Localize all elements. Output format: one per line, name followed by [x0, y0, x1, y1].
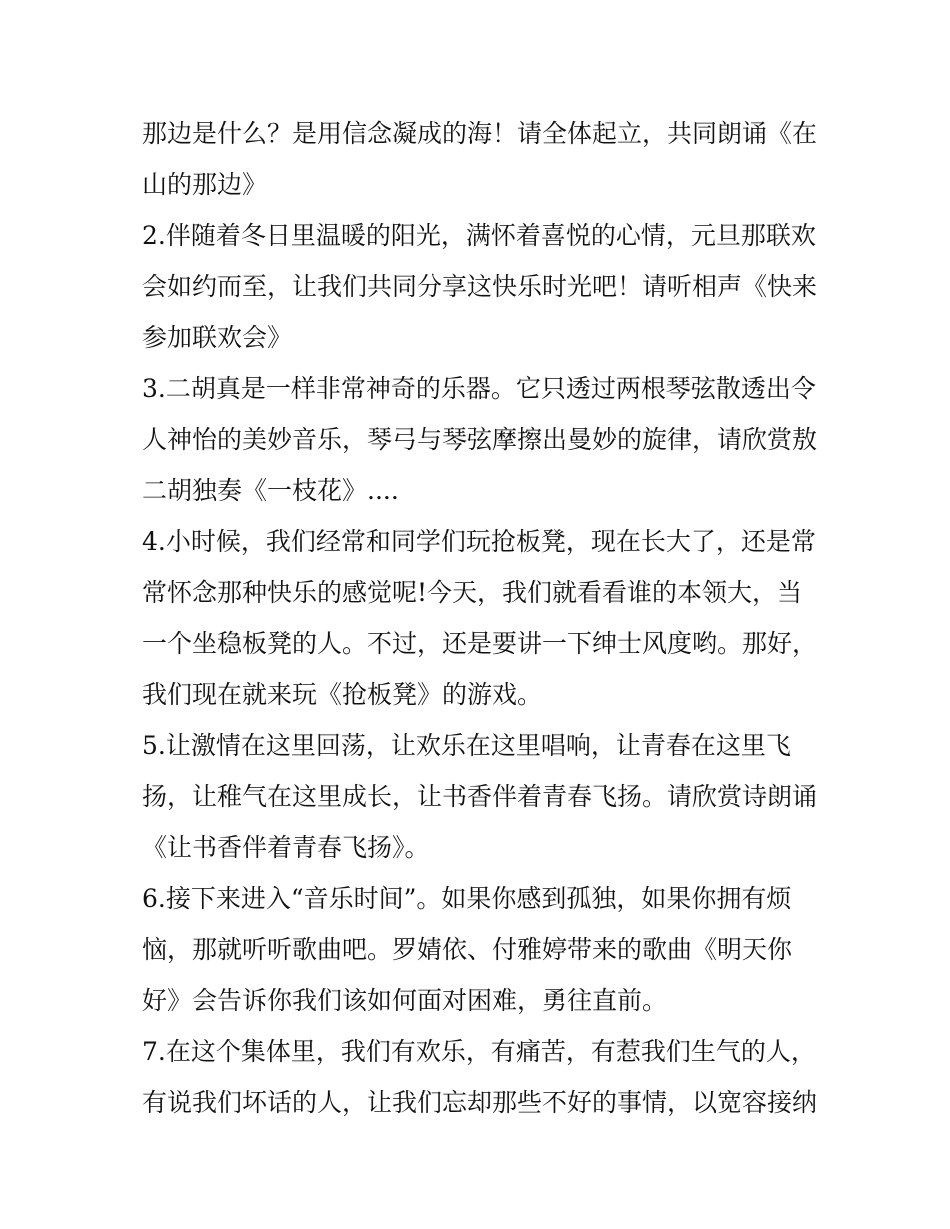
text-line: 4.小时候，我们经常和同学们玩抢板凳，现在长大了，还是常 [142, 527, 816, 556]
text-line: 扬，让稚气在这里成长，让书香伴着青春飞扬。请欣赏诗朗诵 [142, 782, 818, 811]
text-line: 常怀念那种快乐的感觉呢!今天，我们就看看谁的本领大，当 [142, 578, 803, 607]
text-line: 那边是什么？是用信念凝成的海！请全体起立，共同朗诵《在 [142, 119, 818, 148]
text-line: 山的那边》 [142, 170, 268, 199]
text-line: 好》会告诉你我们该如何面对困难，勇往直前。 [142, 986, 668, 1015]
text-line: 参加联欢会》 [142, 323, 293, 352]
text-line: 二胡独奏《一枝花》.... [142, 476, 399, 505]
document-body [142, 108, 818, 1128]
text-line: 《让书香伴着青春飞扬》。 [142, 833, 430, 862]
text-line: 5.让激情在这里回荡，让欢乐在这里唱响，让青春在这里飞 [142, 731, 791, 760]
text-line: 人神怡的美妙音乐，琴弓与琴弦摩擦出曼妙的旋律，请欣赏敖 [142, 425, 818, 454]
text-line: 7.在这个集体里，我们有欢乐，有痛苦，有惹我们生气的人， [142, 1037, 816, 1066]
text-line: 2.伴随着冬日里温暖的阳光，满怀着喜悦的心情，元旦那联欢 [142, 221, 816, 250]
text-line: 恼，那就听听歌曲吧。罗婧依、付雅婷带来的歌曲《明天你 [142, 935, 793, 964]
text-line: 有说我们坏话的人，让我们忘却那些不好的事情，以宽容接纳 [142, 1088, 818, 1117]
text-line: 一个坐稳板凳的人。不过，还是要讲一下绅士风度哟。那好， [142, 629, 818, 658]
text-line: 会如约而至，让我们共同分享这快乐时光吧！请听相声《快来 [142, 272, 818, 301]
text-line: 6.接下来进入“音乐时间”。如果你感到孤独，如果你拥有烦 [142, 884, 792, 913]
text-line: 3.二胡真是一样非常神奇的乐器。它只透过两根琴弦散透出令 [142, 374, 816, 403]
text-line: 我们现在就来玩《抢板凳》的游戏。 [142, 680, 543, 709]
